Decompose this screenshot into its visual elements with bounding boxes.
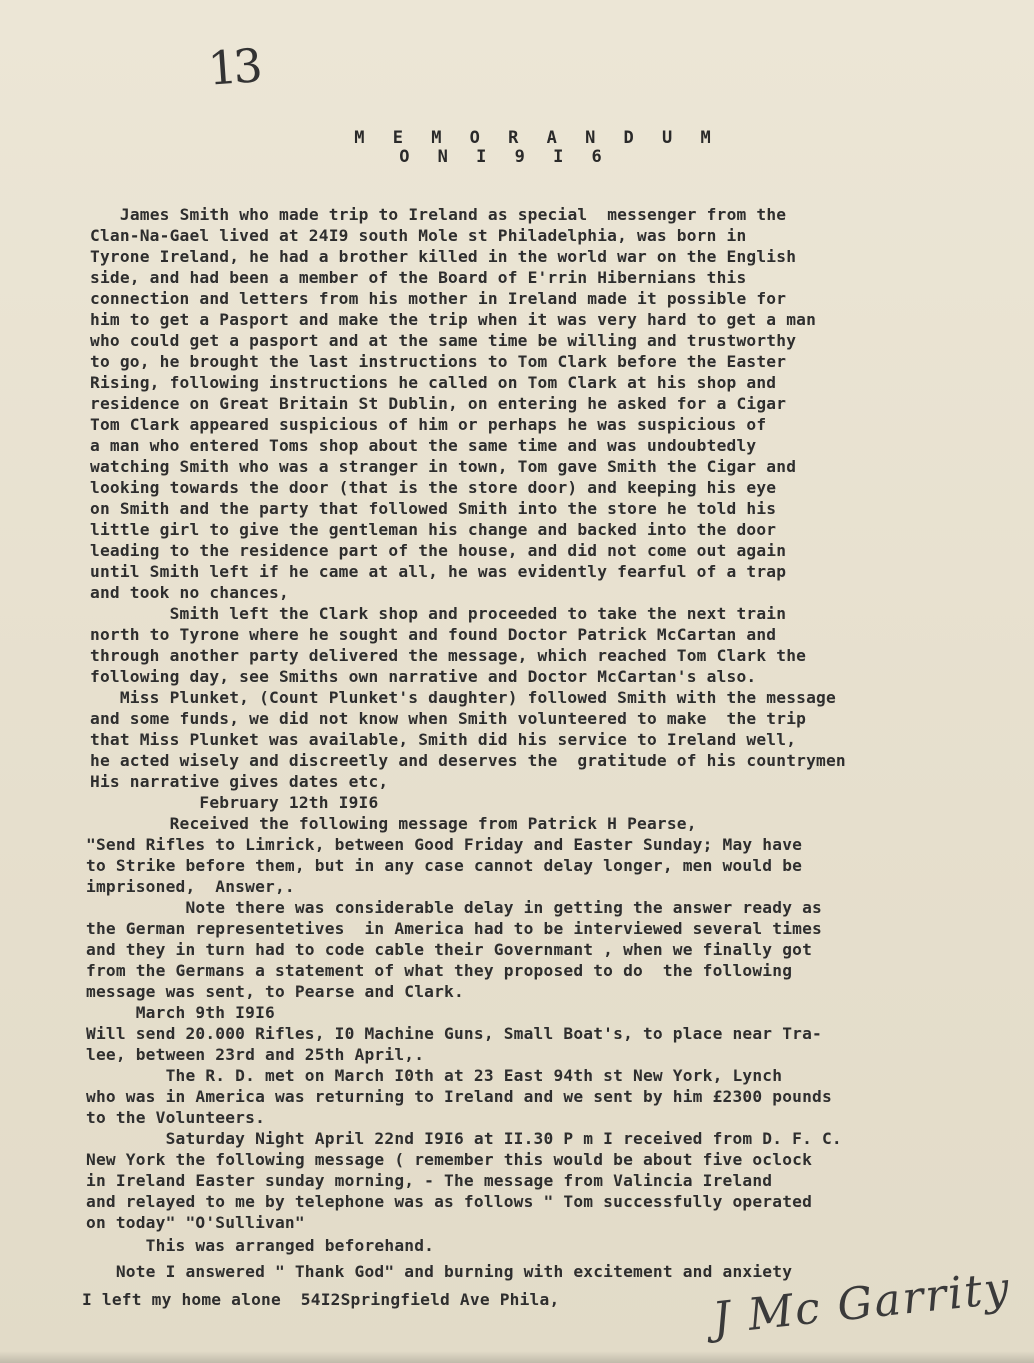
text-line: that Miss Plunket was available, Smith did his service to Ireland well, bbox=[90, 730, 797, 749]
text-line: Tom Clark appeared suspicious of him or perhaps he was suspicious of bbox=[90, 415, 767, 434]
text-line: to go, he brought the last instructions to Tom Clark before the Easter bbox=[90, 352, 787, 371]
page-bottom-edge bbox=[0, 1351, 1034, 1363]
text-line: Clan-Na-Gael lived at 24I9 south Mole st Philadelphia, was born in bbox=[90, 226, 747, 245]
text-line: I left my home alone 54I2Springfield Ave Phila, bbox=[82, 1290, 560, 1309]
text-line: to Strike before them, but in any case cannot delay longer, men would be bbox=[86, 856, 803, 875]
text-line: imprisoned, Answer,. bbox=[86, 877, 295, 896]
text-line: Saturday Night April 22nd I9I6 at II.30 P m I received from D. F. C. bbox=[86, 1129, 842, 1148]
text-line: and some funds, we did not know when Smith volunteered to make the trip bbox=[90, 709, 807, 728]
text-line: him to get a Pasport and make the trip when it was very hard to get a man bbox=[90, 310, 817, 329]
text-line: James Smith who made trip to Ireland as special messenger from the bbox=[100, 205, 787, 224]
text-line: Note I answered " Thank God" and burning with excitement and anxiety bbox=[86, 1262, 793, 1281]
text-line: February 12th I9I6 bbox=[90, 793, 379, 812]
text-line: March 9th I9I6 bbox=[86, 1003, 275, 1022]
text-line: Tyrone Ireland, he had a brother killed in the world war on the English bbox=[90, 247, 797, 266]
text-line: watching Smith who was a stranger in town, Tom gave Smith the Cigar and bbox=[90, 457, 797, 476]
text-line: until Smith left if he came at all, he was evidently fearful of a trap bbox=[90, 562, 787, 581]
text-line: in Ireland Easter sunday morning, - The message from Valincia Ireland bbox=[86, 1171, 773, 1190]
text-line: through another party delivered the message, which reached Tom Clark the bbox=[90, 646, 807, 665]
text-line: on today" "O'Sullivan" bbox=[86, 1213, 305, 1232]
title-memorandum: M E M O R A N D U M bbox=[354, 128, 720, 148]
text-line: message was sent, to Pearse and Clark. bbox=[86, 982, 464, 1001]
text-line: little girl to give the gentleman his change and backed into the door bbox=[90, 520, 777, 539]
text-line: Miss Plunket, (Count Plunket's daughter) followed Smith with the message bbox=[90, 688, 836, 707]
text-line: leading to the residence part of the house, and did not come out again bbox=[90, 541, 787, 560]
text-line: on Smith and the party that followed Smith into the store he told his bbox=[90, 499, 777, 518]
text-line: Rising, following instructions he called on Tom Clark at his shop and bbox=[90, 373, 777, 392]
text-line: and took no chances, bbox=[90, 583, 289, 602]
text-line: lee, between 23rd and 25th April,. bbox=[86, 1045, 425, 1064]
text-line: following day, see Smiths own narrative and Doctor McCartan's also. bbox=[90, 667, 757, 686]
text-line: The R. D. met on March I0th at 23 East 94th st New York, Lynch bbox=[86, 1066, 783, 1085]
text-line: and relayed to me by telephone was as follows " Tom successfully operated bbox=[86, 1192, 813, 1211]
text-line: to the Volunteers. bbox=[86, 1108, 266, 1127]
handwritten-signature: J Mc Garrity bbox=[710, 1262, 1014, 1345]
text-line: His narrative gives dates etc, bbox=[90, 772, 389, 791]
text-line: residence on Great Britain St Dublin, on entering he asked for a Cigar bbox=[90, 394, 787, 413]
text-line: connection and letters from his mother in Ireland made it possible for bbox=[90, 289, 787, 308]
handwritten-page-number: 13 bbox=[206, 38, 261, 96]
text-line: side, and had been a member of the Board of E'rrin Hibernians this bbox=[90, 268, 747, 287]
text-line: Note there was considerable delay in getting the answer ready as bbox=[86, 898, 822, 917]
text-line: north to Tyrone where he sought and found Doctor Patrick McCartan and bbox=[90, 625, 777, 644]
text-line: who could get a pasport and at the same time be willing and trustworthy bbox=[90, 331, 797, 350]
text-line: New York the following message ( remember this would be about five oclock bbox=[86, 1150, 813, 1169]
text-line: "Send Rifles to Limrick, between Good Friday and Easter Sunday; May have bbox=[86, 835, 803, 854]
text-line: Received the following message from Patrick H Pearse, bbox=[90, 814, 697, 833]
text-line: he acted wisely and discreetly and deserves the gratitude of his countrymen bbox=[90, 751, 846, 770]
text-line: and they in turn had to code cable their Governmant , when we finally got bbox=[86, 940, 813, 959]
title-subject: O N I 9 I 6 bbox=[399, 147, 611, 167]
text-line: who was in America was returning to Ireland and we sent by him £2300 pounds bbox=[86, 1087, 832, 1106]
text-line: from the Germans a statement of what they proposed to do the following bbox=[86, 961, 793, 980]
text-line: the German representetives in America had to be interviewed several times bbox=[86, 919, 822, 938]
text-line: This was arranged beforehand. bbox=[86, 1236, 435, 1255]
text-line: a man who entered Toms shop about the same time and was undoubtedly bbox=[90, 436, 757, 455]
text-line: Will send 20.000 Rifles, I0 Machine Guns, Small Boat's, to place near Tra- bbox=[86, 1024, 822, 1043]
text-line: looking towards the door (that is the store door) and keeping his eye bbox=[90, 478, 777, 497]
text-line: Smith left the Clark shop and proceeded to take the next train bbox=[90, 604, 787, 623]
